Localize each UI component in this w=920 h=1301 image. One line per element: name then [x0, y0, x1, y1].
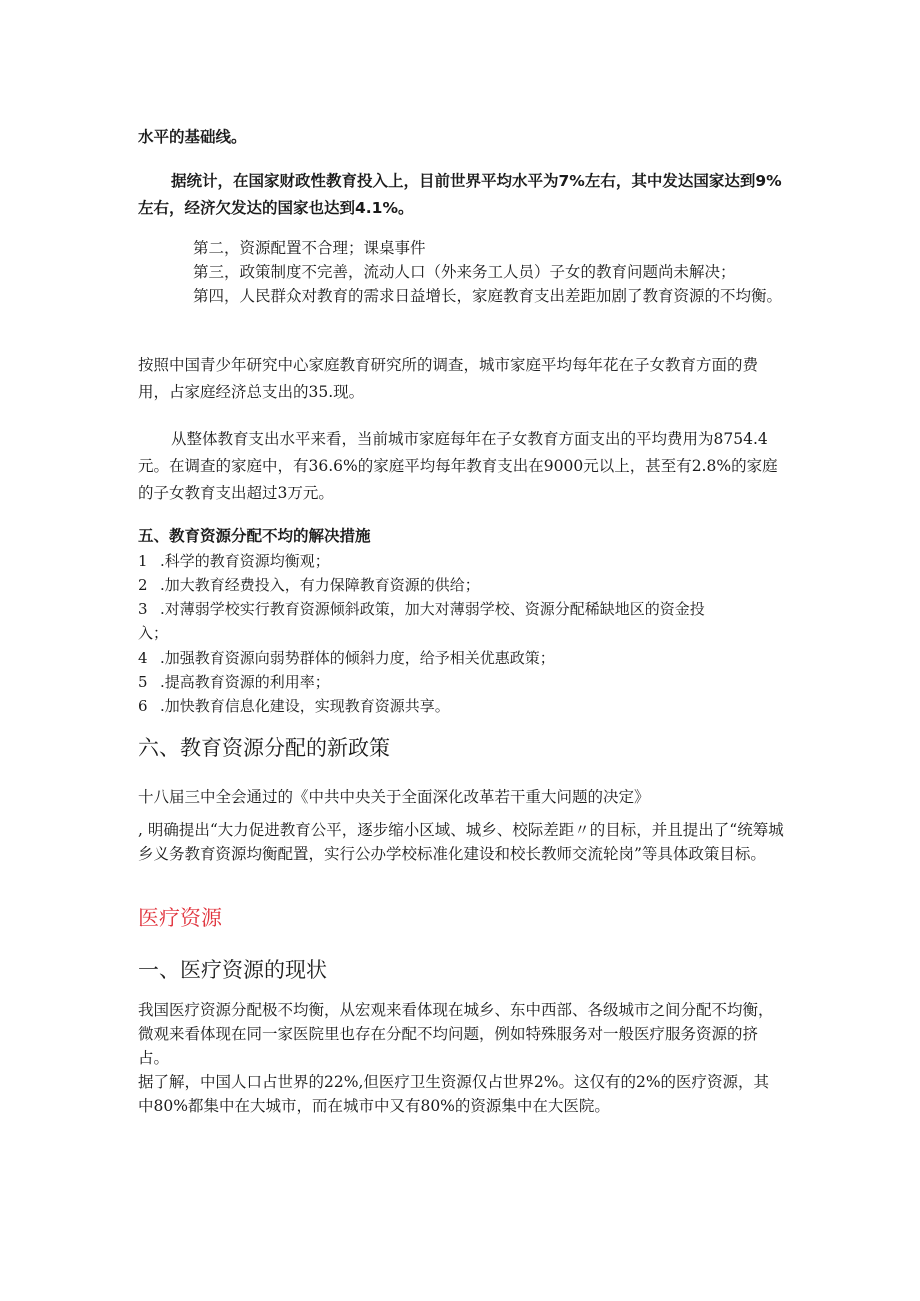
- medical-paragraph-2: 据了解，中国人口占世界的22%,但医疗卫生资源仅占世界2%。这仅有的2%的医疗资源，其中80%都集中在大城市，而在城市中又有80%的资源集中在大医院。: [138, 1073, 770, 1115]
- item-text: .提高教育资源的利用率；: [160, 673, 330, 691]
- paragraph-stats: 据统计，在国家财政性教育投入上，目前世界平均水平为7%左右，其中发达国家达到9%左右，经济欠发达的国家也达到4.1%。: [138, 172, 782, 217]
- section5-item-3-cont: [138, 621, 788, 645]
- section5-item-4: [138, 646, 788, 670]
- section5-heading: 五、教育资源分配不均的解决措施: [138, 527, 371, 545]
- list-item-second: 第二，资源配置不合理；课桌事件: [193, 239, 426, 257]
- medical-paragraph-1: 我国医疗资源分配极不均衡，从宏观来看体现在城乡、东中西部、各级城市之间分配不均衡，微观来看体现在同一家医院里也存在分配不均问题，例如特殊服务对一般医疗服务资源的挤占。: [138, 1001, 774, 1067]
- item-number: 2: [138, 576, 148, 594]
- section6-line2: , 明确提出“大力促进教育公平，逐步缩小区域、城乡、校际差距〃的目标，并且提出了“统筹城乡义务教育资源均衡配置，实行公办学校标准化建设和校长教师交流轮岗”等具体政策目标。: [138, 821, 784, 863]
- medical-sub-heading: 一、医疗资源的现状: [138, 958, 327, 982]
- item-text: .加快教育信息化建设，实现教育资源共享。: [160, 697, 450, 715]
- medical-title: 医疗资源: [138, 906, 222, 930]
- item-text-continued: 入；: [138, 624, 169, 642]
- section5-item-5: [138, 670, 788, 694]
- item-number: 1: [138, 552, 148, 570]
- paragraph-overall: 从整体教育支出水平来看，当前城市家庭每年在子女教育方面支出的平均费用为8754.4元。在调查的家庭中，有36.6%的家庭平均每年教育支出在9000元以上，甚至有2.8%的家庭的子女教育支出超过3万元。: [138, 430, 778, 502]
- paragraph-survey: 按照中国青少年研究中心家庭教育研究所的调查，城市家庭平均每年花在子女教育方面的费用，占家庭经济总支出的35.现。: [138, 356, 759, 401]
- list-item-third: 第三，政策制度不完善，流动人口（外来务工人员）子女的教育问题尚未解决；: [193, 263, 736, 281]
- section6-line1: 十八届三中全会通过的《中共中央关于全面深化改革若干重大问题的决定》: [138, 788, 650, 806]
- item-number: 4: [138, 649, 148, 667]
- item-text: .科学的教育资源均衡观；: [160, 552, 330, 570]
- item-number: 5: [138, 673, 148, 691]
- section5-item-6: [138, 694, 788, 718]
- item-text: .加强教育资源向弱势群体的倾斜力度，给予相关优惠政策；: [160, 649, 555, 667]
- section5-item-1: [138, 549, 788, 573]
- list-item-fourth: 第四，人民群众对教育的需求日益增长，家庭教育支出差距加剧了教育资源的不均衡。: [193, 287, 783, 305]
- paragraph-baseline: 水平的基础线。: [138, 128, 247, 146]
- section5-item-2: [138, 573, 788, 597]
- item-text: .加大教育经费投入，有力保障教育资源的供给；: [160, 576, 480, 594]
- section6-heading: 六、教育资源分配的新政策: [138, 736, 390, 760]
- section5-item-3: [138, 597, 788, 621]
- item-text: .对薄弱学校实行教育资源倾斜政策，加大对薄弱学校、资源分配稀缺地区的资金投: [160, 600, 705, 618]
- item-number: 3: [138, 600, 148, 618]
- item-number: 6: [138, 697, 148, 715]
